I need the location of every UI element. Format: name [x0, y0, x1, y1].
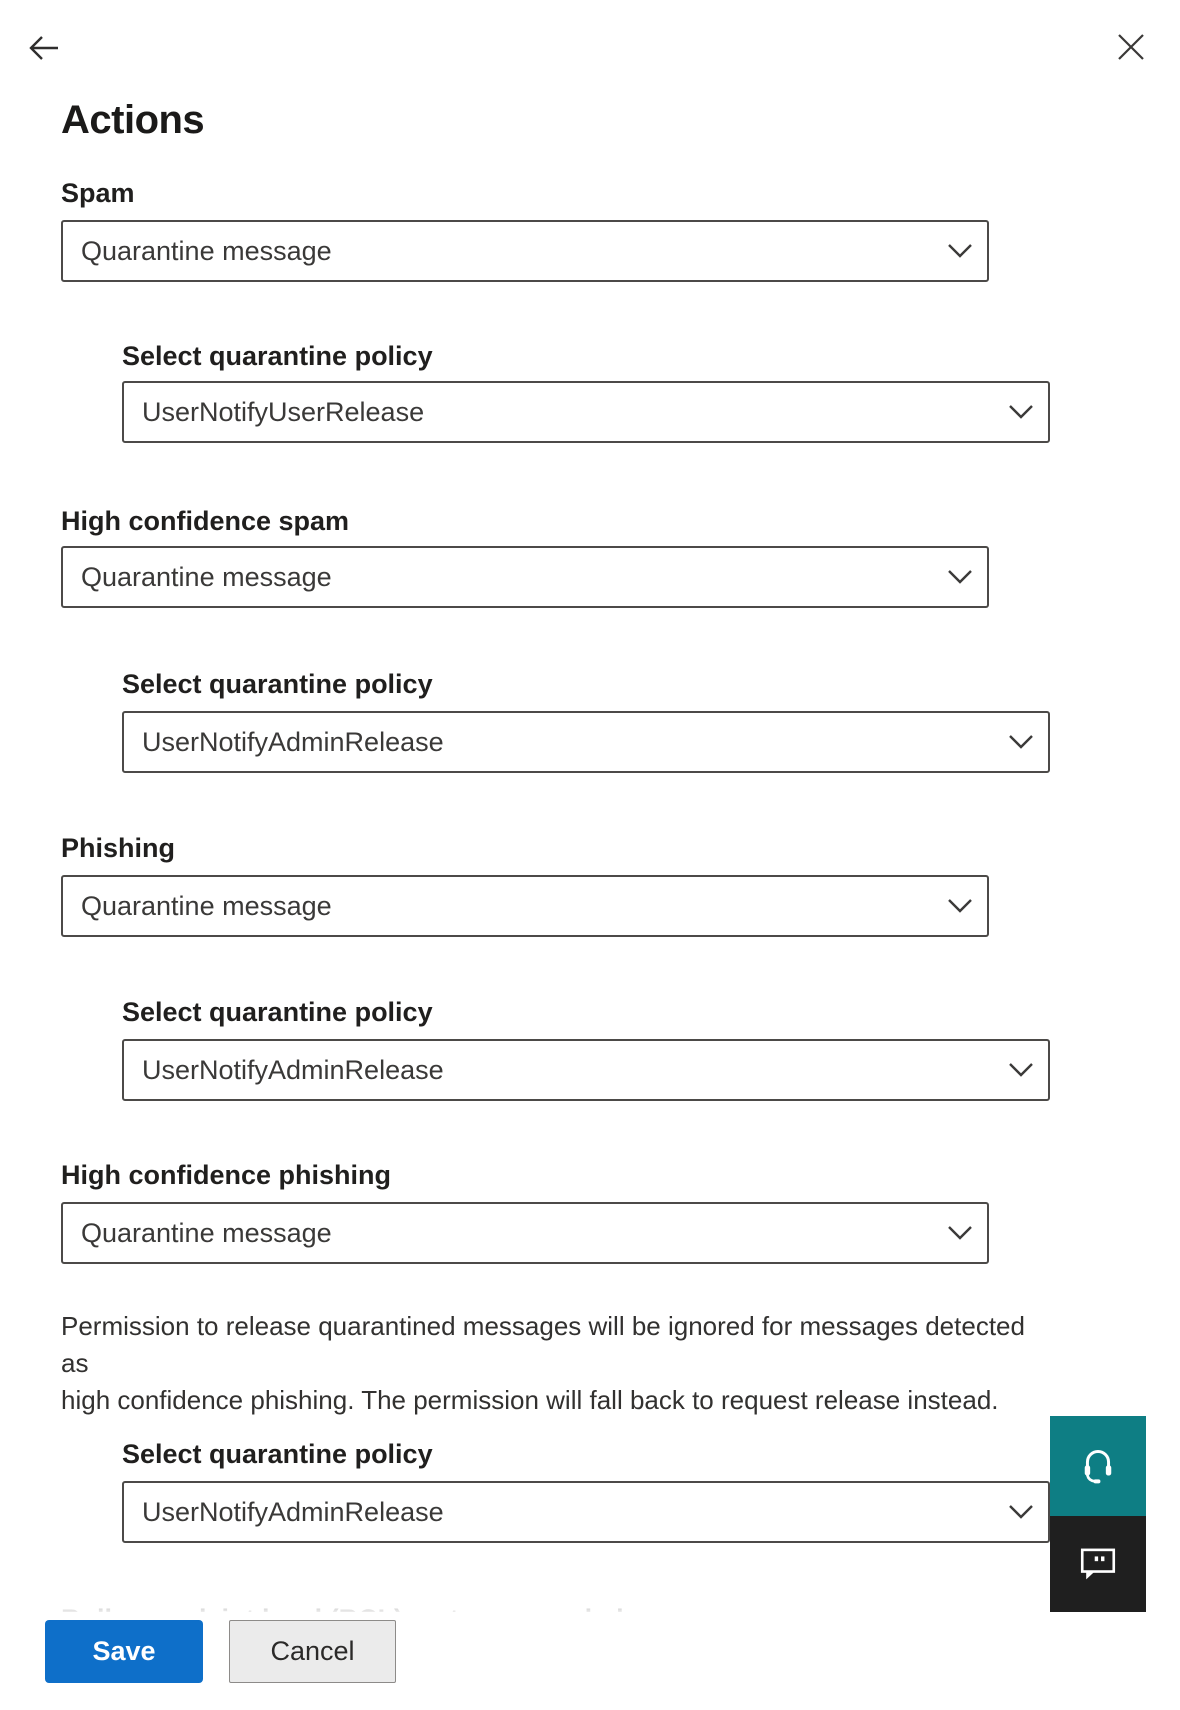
phishing-label: Phishing [61, 833, 175, 863]
high-confidence-spam-policy-dropdown[interactable] [122, 711, 1050, 773]
spam-policy-label: Select quarantine policy [122, 341, 433, 371]
high-confidence-phishing-policy-label: Select quarantine policy [122, 1439, 433, 1469]
chevron-down-icon [947, 569, 973, 585]
high-confidence-phishing-policy-dropdown[interactable] [122, 1481, 1050, 1543]
note-line-1: Permission to release quarantined messages will be ignored for messages detected as [61, 1311, 1025, 1378]
chevron-down-icon [1008, 734, 1034, 750]
high-confidence-phishing-action-value: Quarantine message [81, 1217, 332, 1248]
note-line-2: high confidence phishing. The permission will fall back to request release instead. [61, 1385, 999, 1415]
phishing-action-value: Quarantine message [81, 890, 332, 921]
chevron-down-icon [1008, 404, 1034, 420]
high-confidence-spam-action-value: Quarantine message [81, 561, 332, 592]
phishing-action-dropdown[interactable] [61, 875, 989, 937]
high-confidence-spam-label: High confidence spam [61, 506, 350, 536]
chevron-down-icon [947, 243, 973, 259]
spam-policy-dropdown[interactable] [122, 381, 1050, 443]
high-confidence-phishing-label: High confidence phishing [61, 1160, 391, 1190]
chevron-down-icon [947, 898, 973, 914]
phishing-policy-dropdown[interactable] [122, 1039, 1050, 1101]
spam-policy-value: UserNotifyUserRelease [142, 396, 425, 427]
spam-action-dropdown[interactable] [61, 220, 989, 282]
high-confidence-phishing-action-dropdown[interactable] [61, 1202, 989, 1264]
phishing-policy-label: Select quarantine policy [122, 997, 433, 1027]
high-confidence-phishing-policy-value: UserNotifyAdminRelease [142, 1496, 444, 1527]
save-button[interactable]: Save [45, 1620, 203, 1683]
high-confidence-phishing-note [61, 1308, 1031, 1419]
chevron-down-icon [1008, 1062, 1034, 1078]
chevron-down-icon [947, 1225, 973, 1241]
feedback-button[interactable] [1050, 1516, 1146, 1612]
help-support-button[interactable] [1050, 1416, 1146, 1516]
page-title: Actions [61, 98, 205, 142]
high-confidence-spam-action-dropdown[interactable] [61, 546, 989, 608]
panel-footer [0, 1612, 1180, 1710]
high-confidence-spam-policy-value: UserNotifyAdminRelease [142, 726, 444, 757]
chat-bubble-icon [1077, 1542, 1119, 1587]
headset-icon [1076, 1442, 1120, 1491]
high-confidence-spam-policy-label: Select quarantine policy [122, 669, 433, 699]
phishing-policy-value: UserNotifyAdminRelease [142, 1054, 444, 1085]
cancel-button[interactable]: Cancel [229, 1620, 396, 1683]
spam-action-value: Quarantine message [81, 235, 332, 266]
chevron-down-icon [1008, 1504, 1034, 1520]
spam-label: Spam [61, 178, 135, 208]
